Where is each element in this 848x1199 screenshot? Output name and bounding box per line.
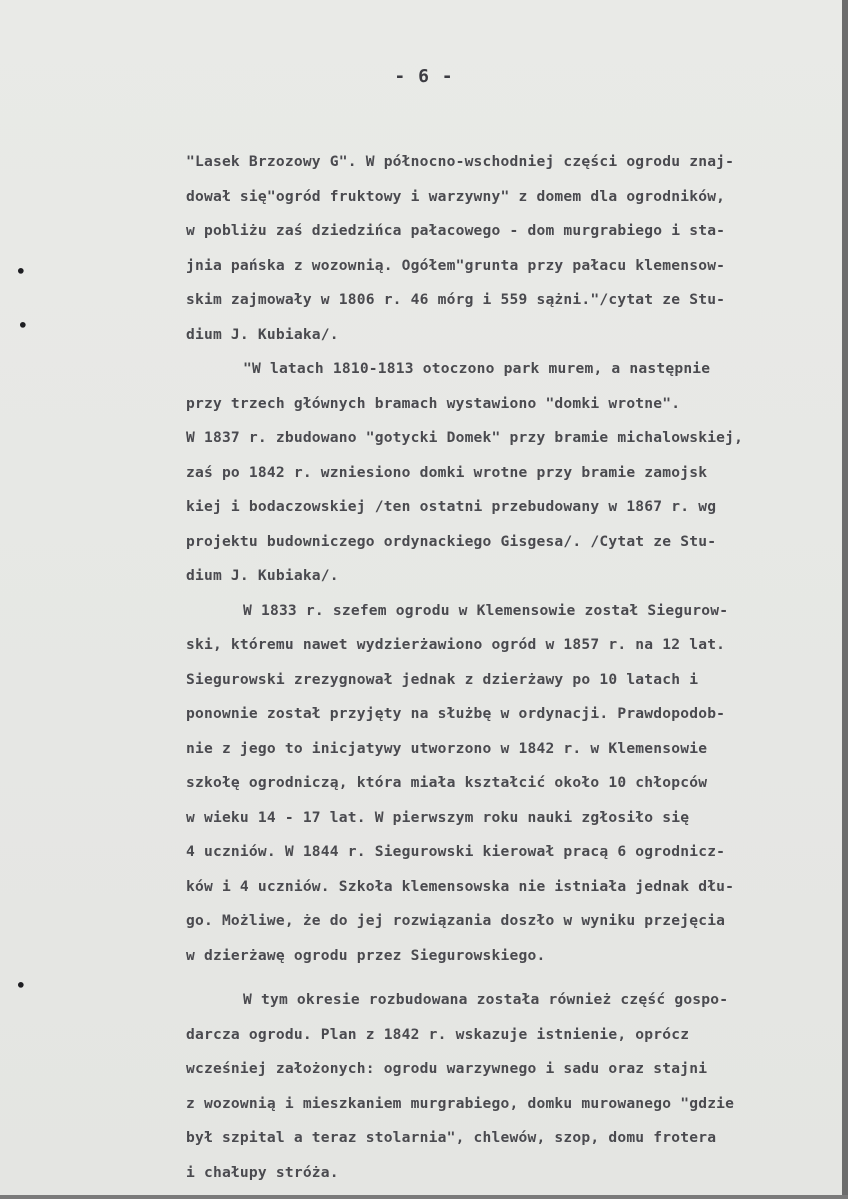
paragraph (186, 148, 846, 355)
text-line: dował się"ogród fruktowy i warzywny" z domem dla ogrodników, (186, 187, 726, 205)
text-line: "Lasek Brzozowy G". W północno-wschodniej części ogrodu znaj- (186, 153, 735, 170)
text-line: dium J. Kubiaka/. (186, 325, 339, 343)
text-line: wcześniej założonych: ogrodu warzywnego i sadu oraz stajni (186, 1060, 708, 1077)
text-line: i chałupy stróża. (186, 1163, 339, 1181)
text-line: ków i 4 uczniów. Szkoła klemensowska nie istniała jednak dłu- (186, 877, 735, 895)
margin-mark: • (16, 262, 26, 281)
text-line: szkołę ogrodniczą, która miała kształcić około 10 chłopców (186, 774, 708, 791)
paragraph (186, 597, 846, 977)
text-line: W tym okresie rozbudowana została również część gospo- (243, 991, 729, 1008)
text-line: był szpital a teraz stolarnia", chlewów, szop, domu frotera (186, 1129, 717, 1146)
text-line: w dzierżawę ogrodu przez Siegurowskiego. (186, 946, 546, 964)
margin-mark: • (18, 316, 28, 335)
text-line: dium J. Kubiaka/. (186, 567, 339, 584)
page-number: - 6 - (394, 66, 454, 87)
text-line: projektu budowniczego ordynackiego Gisgesa/. /Cytat ze Stu- (186, 532, 717, 550)
margin-mark: • (16, 976, 26, 995)
text-line: "W latach 1810-1813 otoczono park murem, a następnie (243, 360, 711, 377)
page-bottom-edge (0, 1195, 848, 1199)
text-line: w wieku 14 - 17 lat. W pierwszym roku nauki zgłosiło się (186, 808, 690, 826)
text-line: zaś po 1842 r. wzniesiono domki wrotne przy bramie zamojsk (186, 463, 708, 481)
text-line: ponownie został przyjęty na służbę w ordynacji. Prawdopodob- (186, 705, 726, 722)
text-line: nie z jego to inicjatywy utworzono w 1842 r. w Klemensowie (186, 739, 708, 757)
text-line: w pobliżu zaś dziedzińca pałacowego - dom murgrabiego i sta- (186, 222, 726, 239)
text-line: W 1833 r. szefem ogrodu w Klemensowie został Siegurow- (243, 601, 729, 619)
text-line: z wozownią i mieszkaniem murgrabiego, domku murowanego "gdzie (186, 1094, 735, 1112)
text-line: go. Możliwe, że do jej rozwiązania doszło w wyniku przejęcia (186, 912, 726, 929)
text-line: darcza ogrodu. Plan z 1842 r. wskazuje istnienie, oprócz (186, 1025, 690, 1043)
text-line: Siegurowski zrezygnował jednak z dzierżawy po 10 latach i (186, 670, 699, 688)
paragraph-gap (186, 976, 846, 986)
paragraph (186, 355, 846, 597)
text-line: przy trzech głównych bramach wystawiono "domki wrotne". (186, 394, 681, 412)
text-line: kiej i bodaczowskiej /ten ostatni przebudowany w 1867 r. wg (186, 498, 717, 515)
text-line: 4 uczniów. W 1844 r. Siegurowski kierował pracą 6 ogrodnicz- (186, 843, 726, 860)
text-line: skim zajmowały w 1806 r. 46 mórg i 559 sążni."/cytat ze Stu- (186, 291, 726, 308)
text-line: jnia pańska z wozownią. Ogółem"grunta przy pałacu klemensow- (186, 256, 726, 274)
body-text (186, 148, 846, 1193)
text-line: W 1837 r. zbudowano "gotycki Domek" przy bramie michalowskiej, (186, 429, 744, 446)
text-line: ski, któremu nawet wydzierżawiono ogród w 1857 r. na 12 lat. (186, 636, 726, 653)
paragraph (186, 986, 846, 1193)
